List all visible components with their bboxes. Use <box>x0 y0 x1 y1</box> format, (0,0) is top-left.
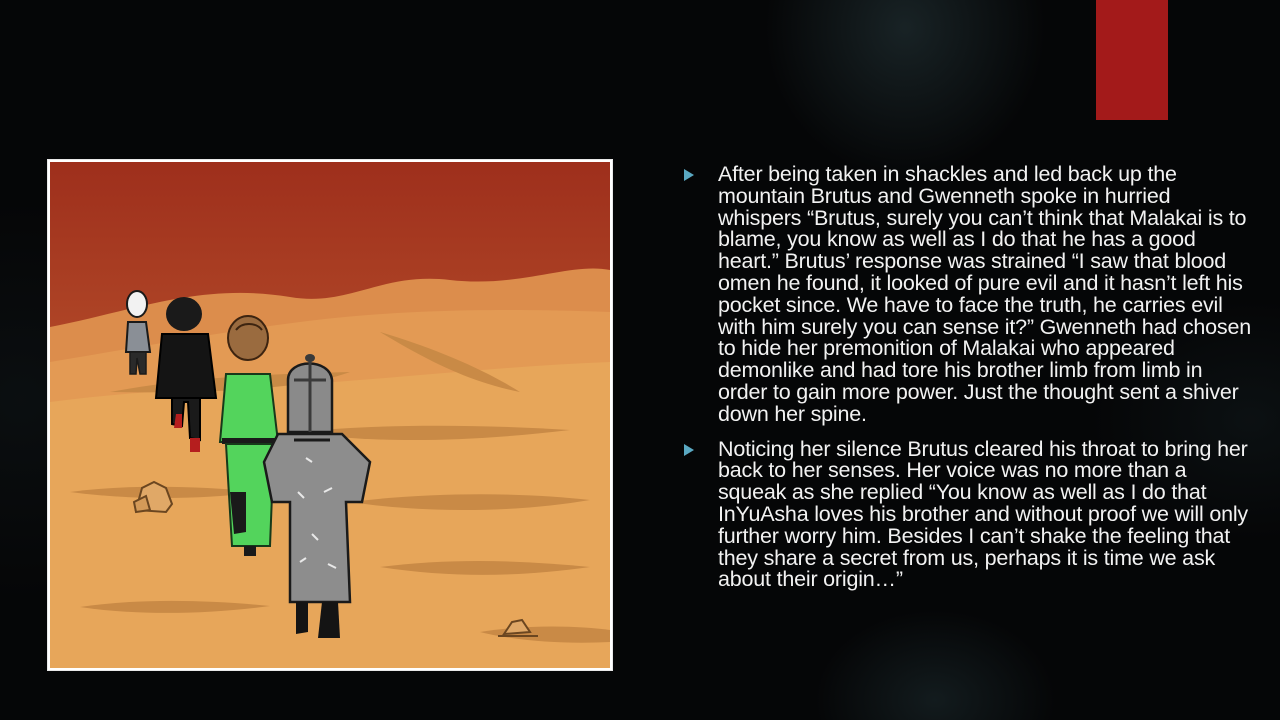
story-text <box>682 164 1252 604</box>
traveler-elder <box>126 291 150 374</box>
bullet-text: After being taken in shackles and led back up the mountain Brutus and Gwenneth spoke in hurried whispers “Brutus, surely you can’t think that Malakai is to blame, you know as well as I do that he has a good heart.” Brutus’ response was strained “I saw that blood omen he found, it looked of pure evil and it hasn’t left his pocket since. We have to face the truth, he carries evil with him surely you can sense it?” Gwenneth had chosen to hide her premonition of Malakai who appeared demonlike and had tore his brother limb from limb in order to gain more power. Just the thought sent a shiver down her spine. <box>718 162 1251 426</box>
desert-travelers-illustration <box>50 162 610 668</box>
story-illustration <box>47 159 613 671</box>
triangle-bullet-icon <box>684 444 694 456</box>
bullet-item <box>682 436 1252 592</box>
accent-bar <box>1096 0 1168 120</box>
triangle-bullet-icon <box>684 169 694 181</box>
bullet-text: Noticing her silence Brutus cleared his throat to bring her back to her senses. Her voice was no more than a squeak as she replied “You know as well as I do that InYuAsha loves his brother and without proof we will only further worry him. Besides I can’t shake the feeling that they share a secret from us, perhaps it is time we ask about their origin…” <box>718 436 1248 592</box>
bullet-item <box>682 164 1252 426</box>
